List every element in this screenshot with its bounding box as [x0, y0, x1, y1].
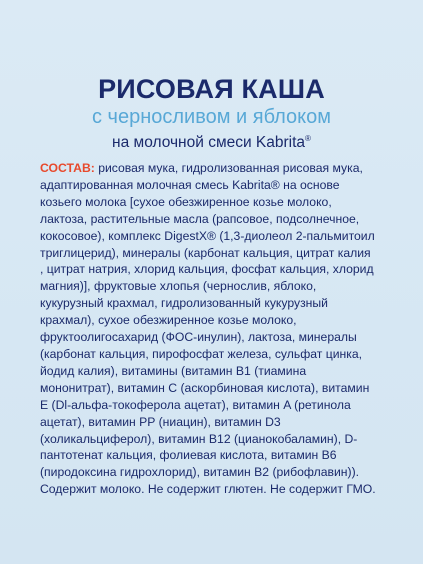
tagline-text: на молочной смеси Kabrita [112, 134, 306, 151]
product-subtitle: с черносливом и яблоком [91, 106, 332, 128]
composition-line: триглицерид), минералы (карбонат кальция, цитрат калия [40, 245, 371, 260]
composition-line: E (Dl-альфа-токоферола ацетат), витамин A (ретинола [40, 397, 351, 412]
composition-line: мононитрат), витамин С (аскорбиновая кислота), витамин [40, 380, 370, 395]
composition-line: козьего молока [сухое обезжиренное козье молоко, [40, 194, 332, 209]
product-tagline [0, 134, 423, 152]
composition-label: СОСТАВ: [40, 161, 95, 175]
composition-line [40, 160, 392, 177]
registered-mark: ® [305, 133, 311, 143]
composition-line: лактоза, растительные масла (рапсовое, подсолнечное, [40, 211, 360, 226]
composition-line: кукурузный крахмал, гидролизованный кукурузный [40, 296, 328, 311]
composition-line: крахмал), сухое обезжиренное козье молоко, [40, 313, 297, 328]
composition-line: магния)], фруктовые хлопья (чернослив, яблоко, [40, 279, 317, 294]
composition-line: йодид калия), витамины (витамин B1 (тиамина [40, 363, 307, 378]
composition-line: (карбонат кальция, пирофосфат железа, сульфат цинка, [40, 346, 363, 361]
composition-line: ацетат), витамин PP (ниацин), витамин D3 [40, 414, 281, 429]
composition-line-text: рисовая мука, гидролизованная рисовая мука, [94, 161, 363, 175]
composition-line: кокосовое), комплекс DigestX® (1,3-диолеол 2-пальмитоил [40, 228, 375, 243]
composition-line: , цитрат натрия, хлорид кальция, фосфат кальция, хлорид [40, 262, 374, 277]
composition-block [40, 160, 392, 498]
product-title: РИСОВАЯ КАША [98, 74, 325, 104]
composition-line: адаптированная молочная смесь Kabrita® на основе [40, 177, 340, 192]
composition-line: (холикальциферол), витамин B12 (цианокобаламин), D- [40, 431, 358, 446]
composition-line: Содержит молоко. Не содержит глютен. Не содержит ГМО. [40, 482, 376, 497]
composition-line: фруктоолигосахарид (ФОС-инулин), лактоза, минералы [40, 330, 357, 345]
composition-line: (пиродоксина гидрохлорид), витамин B2 (рибофлавин)). [40, 465, 360, 480]
composition-line: пантотенат кальция, фолиевая кислота, витамин B6 [40, 448, 337, 463]
